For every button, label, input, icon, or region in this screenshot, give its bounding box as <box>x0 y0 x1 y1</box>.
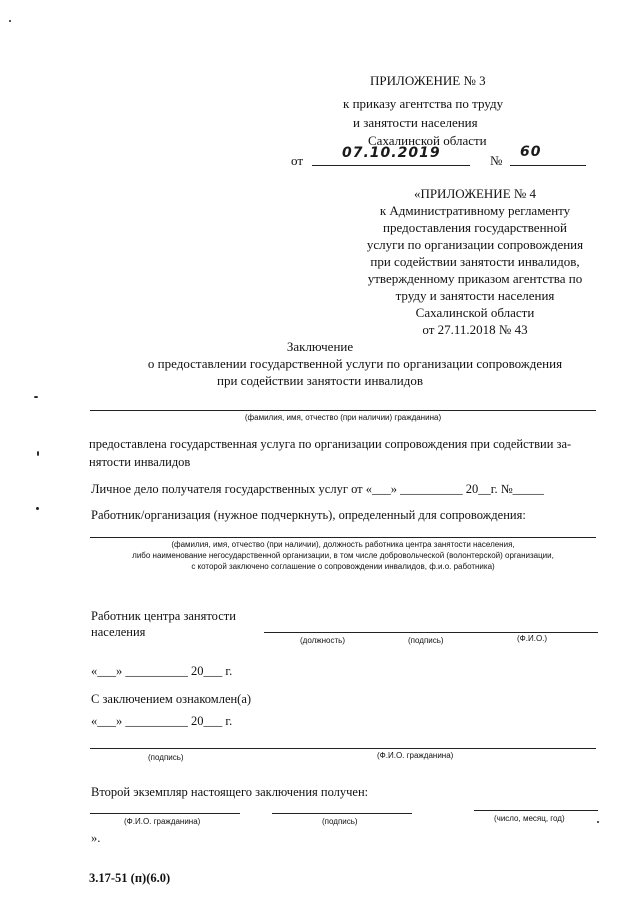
annex-line: утвержденному приказом агентства по <box>367 271 583 286</box>
date-underline <box>312 165 470 166</box>
signature-caption: (подпись) <box>322 817 358 826</box>
fio-citizen-caption: (Ф.И.О. гражданина) <box>377 751 454 760</box>
worker-caption: с которой заключено соглашение о сопровождении инвалидов, ф.и.о. работника) <box>191 562 495 571</box>
center-worker-label: Работник центра занятости <box>91 609 236 623</box>
personal-file-line: Личное дело получателя государственных услуг от «___» __________ 20__г. №_____ <box>91 482 544 496</box>
signature-caption: (подпись) <box>148 753 184 762</box>
handwritten-number: 60 <box>520 144 542 160</box>
citizen-signature-line <box>90 748 596 749</box>
document-subtitle: о предоставлении государственной услуги по организации сопровождения <box>147 356 563 371</box>
date-caption: (число, месяц, год) <box>494 814 565 823</box>
annex-line: к Административному регламенту <box>379 203 571 218</box>
number-underline <box>510 165 586 166</box>
receipt-line <box>474 810 598 811</box>
citizen-name-line <box>90 410 596 411</box>
fio-citizen-caption: (Ф.И.О. гражданина) <box>124 817 201 826</box>
annex-line: Сахалинской области <box>415 305 535 320</box>
signature-line <box>264 632 598 633</box>
appendix-title: ПРИЛОЖЕНИЕ № 3 <box>370 73 486 88</box>
scan-speck <box>9 20 11 22</box>
citizen-caption: (фамилия, имя, отчество (при наличии) гражданина) <box>244 413 442 422</box>
annex-line: при содействии занятости инвалидов, <box>370 254 580 269</box>
service-provided-text: нятости инвалидов <box>89 455 191 469</box>
position-caption: (должность) <box>300 636 345 645</box>
scan-speck <box>597 821 599 823</box>
annex-line: труду и занятости населения <box>395 288 555 303</box>
worker-caption: либо наименование негосударственной организации, в том числе добровольческой (волонтерской) организации, <box>132 551 554 560</box>
annex-line: предоставления государственной <box>383 220 567 235</box>
worker-label: Работник/организация (нужное подчеркнуть), определенный для сопровождения: <box>91 508 526 522</box>
form-code: 3.17-51 (п)(6.0) <box>89 871 171 885</box>
header-region-line: Сахалинской области <box>368 133 487 148</box>
closing-quote: ». <box>91 831 101 845</box>
annex-line: услуги по организации сопровождения <box>366 237 584 252</box>
date-line: «___» __________ 20___ г. <box>91 714 233 728</box>
receipt-line <box>272 813 412 814</box>
scan-speck <box>36 507 39 510</box>
handwritten-date: 07.10.2019 <box>342 145 441 161</box>
header-order-line: к приказу агентства по труду <box>343 96 504 111</box>
date-line: «___» __________ 20___ г. <box>91 664 233 678</box>
receipt-line <box>90 813 240 814</box>
fio-caption: (Ф.И.О.) <box>517 634 548 643</box>
service-provided-text: предоставлена государственная услуга по организации сопровождения при содействии за- <box>89 437 572 451</box>
signature-caption: (подпись) <box>408 636 444 645</box>
worker-caption: (фамилия, имя, отчество (при наличии), должность работника центра занятости населения, <box>171 540 515 549</box>
second-copy-label: Второй экземпляр настоящего заключения получен: <box>91 785 369 799</box>
acquainted-label: С заключением ознакомлен(а) <box>91 692 252 706</box>
annex-line: от 27.11.2018 № 43 <box>422 322 528 337</box>
document-title: Заключение <box>286 339 354 354</box>
worker-name-line <box>90 537 596 538</box>
from-label: от <box>291 153 304 168</box>
scan-speck <box>34 396 38 398</box>
annex-line: «ПРИЛОЖЕНИЕ № 4 <box>413 186 537 201</box>
document-subtitle: при содействии занятости инвалидов <box>217 373 423 388</box>
number-label: № <box>490 153 503 168</box>
scan-speck <box>37 451 39 456</box>
center-worker-label: населения <box>91 625 146 639</box>
header-employment-line: и занятости населения <box>353 115 478 130</box>
